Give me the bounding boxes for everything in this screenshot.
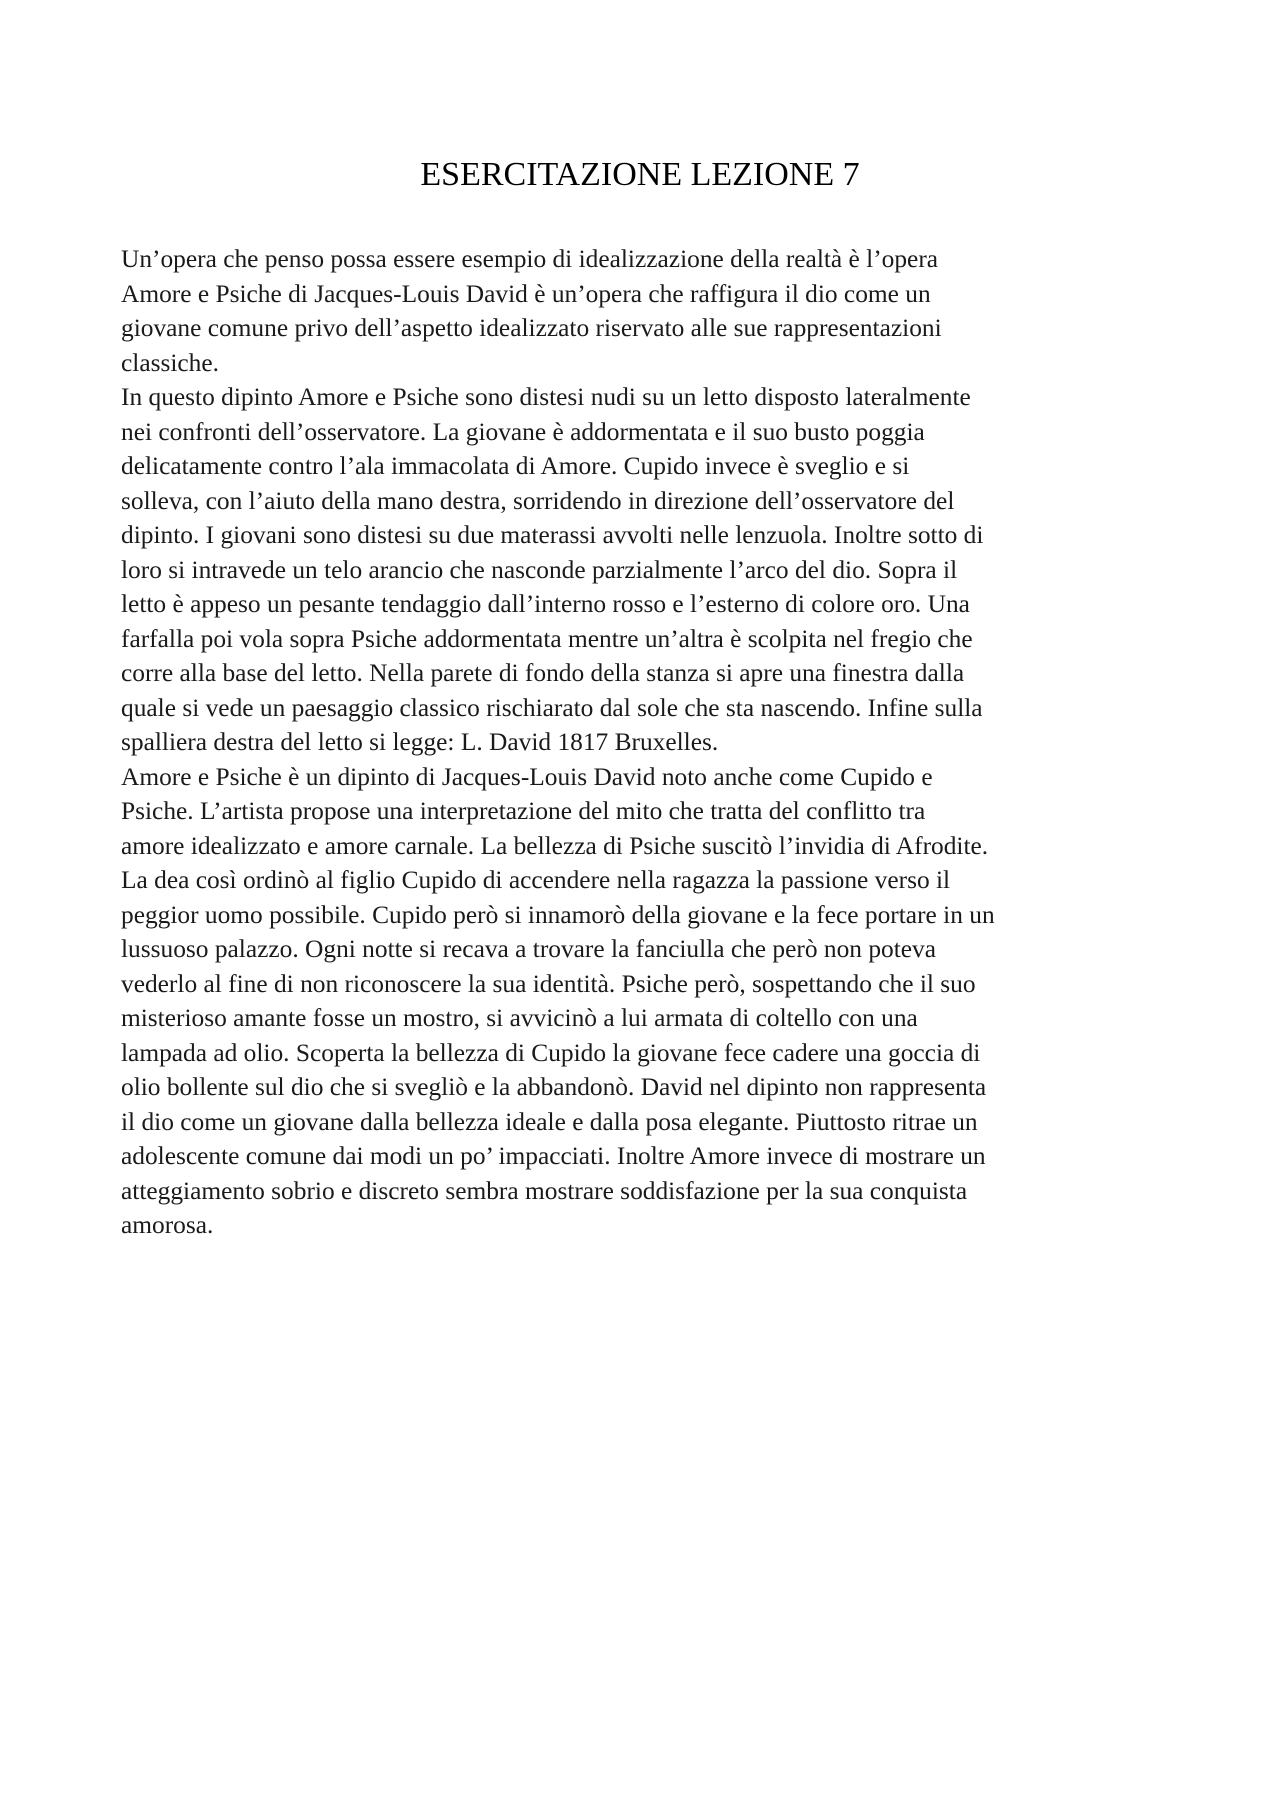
- text-line: spalliera destra del letto si legge: L. David 1817 Bruxelles.: [121, 728, 719, 756]
- text-line: solleva, con l’aiuto della mano destra, sorridendo in direzione dell’osservatore del: [121, 486, 955, 515]
- text-line: lussuoso palazzo. Ogni notte si recava a trovare la fanciulla che però non poteva: [121, 935, 937, 963]
- text-line: peggior uomo possibile. Cupido però si innamorò della giovane e la fece portare in un: [121, 900, 995, 929]
- text-line: Un’opera che penso possa essere esempio di idealizzazione della realtà è l’opera: [121, 245, 939, 273]
- text-line: giovane comune privo dell’aspetto idealizzato riservato alle sue rappresentazioni: [121, 314, 942, 342]
- paragraph-intro: [121, 242, 1166, 380]
- text-line: misterioso amante fosse un mostro, si avvicinò a lui armata di coltello con una: [121, 1004, 918, 1032]
- text-line: quale si vede un paesaggio classico rischiarato dal sole che sta nascendo. Infine sulla: [121, 693, 983, 722]
- text-line: In questo dipinto Amore e Psiche sono distesi nudi su un letto disposto lateralmente: [121, 383, 971, 411]
- text-line: amore idealizzato e amore carnale. La bellezza di Psiche suscitò l’invidia di Afrodite.: [121, 831, 989, 860]
- text-line: loro si intravede un telo arancio che nasconde parzialmente l’arco del dio. Sopra il: [121, 555, 958, 584]
- document-body: [121, 242, 1166, 1243]
- text-line: vederlo al fine di non riconoscere la sua identità. Psiche però, sospettando che il suo: [121, 969, 976, 998]
- text-line: nei confronti dell’osservatore. La giovane è addormentata e il suo busto poggia: [121, 417, 925, 446]
- text-line: farfalla poi vola sopra Psiche addormentata mentre un’altra è scolpita nel fregio che: [121, 624, 973, 653]
- text-line: adolescente comune dai modi un po’ impacciati. Inoltre Amore invece di mostrare un: [121, 1142, 986, 1170]
- text-line: atteggiamento sobrio e discreto sembra mostrare soddisfazione per la sua conquista: [121, 1176, 968, 1205]
- text-line: olio bollente sul dio che si svegliò e la abbandonò. David nel dipinto non rappresenta: [121, 1073, 987, 1101]
- text-line: corre alla base del letto. Nella parete di fondo della stanza si apre una finestra dalla: [121, 659, 965, 687]
- text-line: dipinto. I giovani sono distesi su due materassi avvolti nelle lenzuola. Inoltre sotto di: [121, 521, 984, 549]
- text-line: La dea così ordinò al figlio Cupido di accendere nella ragazza la passione verso il: [121, 866, 951, 894]
- text-line: delicatamente contro l’ala immacolata di Amore. Cupido invece è sveglio e si: [121, 452, 910, 480]
- text-line: letto è appeso un pesante tendaggio dall’interno rosso e l’esterno di colore oro. Una: [121, 590, 970, 618]
- text-line: Amore e Psiche è un dipinto di Jacques-Louis David noto anche come Cupido e: [121, 762, 933, 791]
- text-line: Psiche. L’artista propose una interpretazione del mito che tratta del conflitto tra: [121, 797, 926, 825]
- paragraph-myth: [121, 760, 1166, 1243]
- text-line: amorosa.: [121, 1211, 214, 1239]
- text-line: Amore e Psiche di Jacques-Louis David è un’opera che raffigura il dio come un: [121, 279, 931, 308]
- paragraph-description: [121, 380, 1166, 760]
- text-line: classiche.: [121, 348, 219, 377]
- document-title: ESERCITAZIONE LEZIONE 7: [420, 156, 860, 193]
- text-line: lampada ad olio. Scoperta la bellezza di Cupido la giovane fece cadere una goccia di: [121, 1038, 981, 1067]
- text-line: il dio come un giovane dalla bellezza ideale e dalla posa elegante. Piuttosto ritrae un: [121, 1107, 978, 1136]
